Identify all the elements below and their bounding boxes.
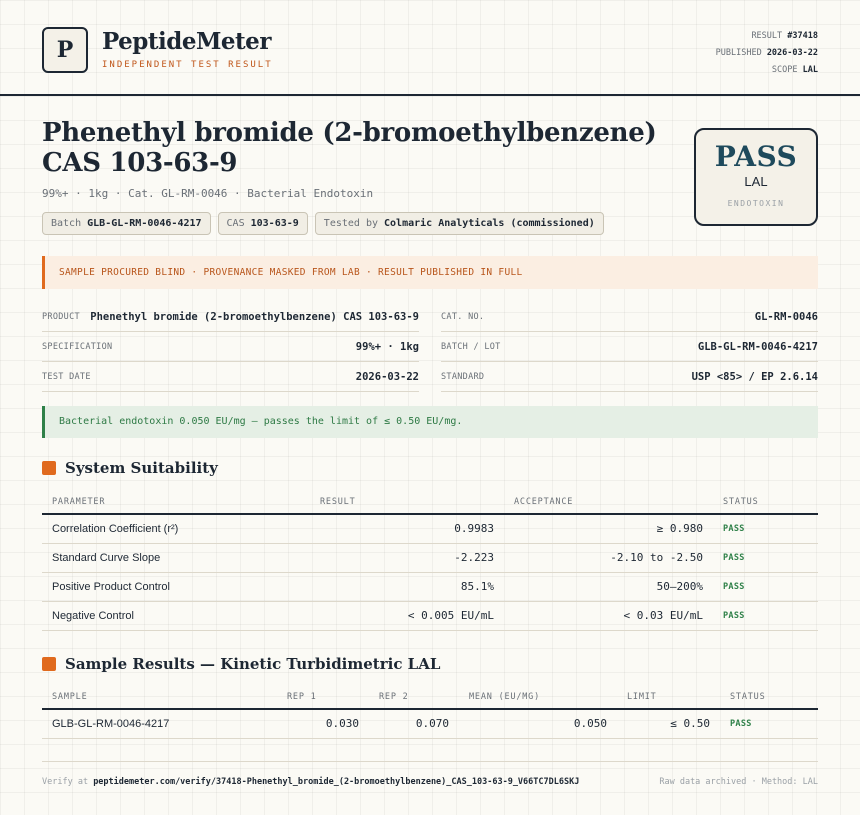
col-header: ACCEPTANCE [504, 490, 713, 514]
verdict-scope: ENDOTOXIN [727, 199, 785, 208]
table-row [42, 572, 818, 601]
report-meta [716, 28, 818, 79]
info-label: TEST DATE [42, 371, 91, 382]
section-system-suitability [42, 459, 218, 477]
brand-name: PeptideMeter [102, 28, 271, 55]
rep2-cell: 0.070 [369, 709, 459, 738]
section-title: System Suitability [65, 459, 218, 477]
meta-result-value: #37418 [787, 31, 818, 41]
col-header: REP 2 [369, 685, 459, 709]
param-cell: Positive Product Control [42, 572, 310, 601]
chip-row [42, 212, 604, 235]
meta-result [716, 28, 818, 45]
sample-cell: GLB-GL-RM-0046-4217 [42, 709, 277, 738]
acceptance-cell: -2.10 to -2.50 [504, 543, 713, 572]
info-label: BATCH / LOT [441, 341, 501, 352]
table-row [42, 601, 818, 630]
meta-result-label: RESULT [751, 31, 783, 41]
report-header [0, 0, 860, 96]
col-header: PARAMETER [42, 490, 310, 514]
info-value: Phenethyl bromide (2-bromoethylbenzene) CAS 103-63-9 [90, 310, 419, 323]
meta-published-label: PUBLISHED [715, 48, 762, 58]
meta-published-value: 2026-03-22 [766, 48, 818, 58]
section-title: Sample Results — Kinetic Turbidimetric LAL [65, 655, 441, 673]
verdict-word: PASS [714, 140, 798, 173]
info-specification [42, 332, 419, 362]
info-label: STANDARD [441, 371, 485, 382]
col-header: RESULT [310, 490, 504, 514]
status-badge: PASS [713, 601, 818, 630]
cas-chip [218, 212, 308, 235]
info-test-date [42, 362, 419, 392]
table-row [42, 543, 818, 572]
param-cell: Correlation Coefficient (r²) [42, 514, 310, 543]
product-subtitle: 99%+ · 1kg · Cat. GL-RM-0046 · Bacterial Endotoxin [42, 187, 374, 200]
batch-chip [42, 212, 211, 235]
meta-scope [716, 62, 818, 79]
chip-value: Colmaric Analyticals (commissioned) [384, 218, 595, 229]
chip-value: 103-63-9 [250, 218, 299, 229]
sample-results-table [42, 685, 818, 739]
suitability-table [42, 490, 818, 631]
result-banner: Bacterial endotoxin 0.050 EU/mg — passes the limit of ≤ 0.50 EU/mg. [42, 406, 818, 438]
status-badge: PASS [713, 543, 818, 572]
info-batch-lot [441, 332, 818, 362]
info-value: 99%+ · 1kg [355, 340, 419, 353]
col-header: REP 1 [277, 685, 369, 709]
verify-prefix: Verify at [42, 777, 89, 787]
meta-published [716, 45, 818, 62]
title-line-2: CAS 103-63-9 [42, 148, 238, 178]
param-cell: Standard Curve Slope [42, 543, 310, 572]
rep1-cell: 0.030 [277, 709, 369, 738]
col-header: STATUS [713, 490, 818, 514]
section-marker-icon [42, 657, 56, 671]
logo-icon: P [42, 27, 88, 73]
table-row [42, 709, 818, 738]
status-badge: PASS [713, 514, 818, 543]
chip-label: Tested by [323, 218, 378, 229]
procurement-banner: SAMPLE PROCURED BLIND · PROVENANCE MASKED FROM LAB · RESULT PUBLISHED IN FULL [42, 256, 818, 289]
result-cell: 0.9983 [310, 514, 504, 543]
info-label: CAT. NO. [441, 311, 485, 322]
section-marker-icon [42, 461, 56, 475]
col-header: MEAN (EU/MG) [459, 685, 617, 709]
info-value: GL-RM-0046 [754, 310, 818, 323]
brand-subtitle: INDEPENDENT TEST RESULT [102, 60, 273, 70]
info-value: USP <85> / EP 2.6.14 [691, 370, 818, 383]
page-title [42, 118, 662, 178]
info-standard [441, 362, 818, 392]
info-label: SPECIFICATION [42, 341, 113, 352]
param-cell: Negative Control [42, 601, 310, 630]
acceptance-cell: < 0.03 EU/mL [504, 601, 713, 630]
col-header: STATUS [720, 685, 818, 709]
info-product [42, 302, 419, 332]
col-header: SAMPLE [42, 685, 277, 709]
archive-note: Raw data archived · Method: LAL [659, 777, 818, 787]
info-cat-no [441, 302, 818, 332]
verdict-stamp [694, 128, 818, 226]
info-label: PRODUCT [42, 311, 80, 322]
verify-link[interactable]: peptidemeter.com/verify/37418-Phenethyl_bromide_(2-bromoethylbenzene)_CAS_103-63-9_V66TC7DL6SKJ [93, 777, 580, 787]
chip-value: GLB-GL-RM-0046-4217 [87, 218, 202, 229]
status-badge: PASS [713, 572, 818, 601]
result-cell: -2.223 [310, 543, 504, 572]
section-sample-results [42, 655, 440, 673]
result-cell: 85.1% [310, 572, 504, 601]
status-badge: PASS [720, 709, 818, 738]
result-cell: < 0.005 EU/mL [310, 601, 504, 630]
tested-by-chip [315, 212, 604, 235]
chip-label: Batch [51, 218, 82, 229]
chip-label: CAS [226, 218, 245, 229]
acceptance-cell: ≥ 0.980 [504, 514, 713, 543]
verdict-method: LAL [744, 174, 768, 189]
meta-scope-label: SCOPE [771, 65, 798, 75]
table-row [42, 514, 818, 543]
limit-cell: ≤ 0.50 [617, 709, 720, 738]
meta-scope-value: LAL [802, 65, 818, 75]
mean-cell: 0.050 [459, 709, 617, 738]
info-value: GLB-GL-RM-0046-4217 [697, 340, 818, 353]
info-value: 2026-03-22 [355, 370, 419, 383]
acceptance-cell: 50–200% [504, 572, 713, 601]
col-header: LIMIT [617, 685, 720, 709]
title-line-1: Phenethyl bromide (2-bromoethylbenzene) [42, 118, 657, 148]
report-footer [42, 761, 818, 787]
